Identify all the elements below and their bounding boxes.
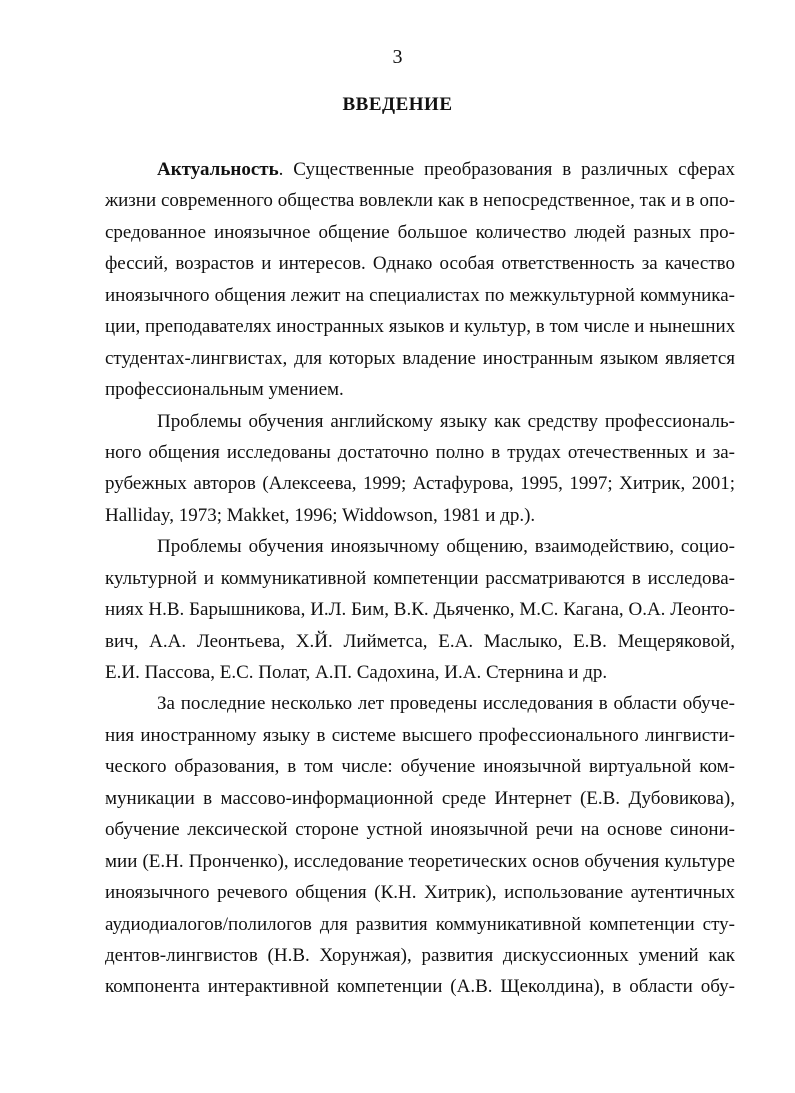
paragraph-line: средованное иноязычное общение большое количество людей разных про- [105, 221, 735, 243]
paragraph-line: ниях Н.В. Барышникова, И.Л. Бим, В.К. Дьяченко, М.С. Кагана, О.А. Леонто- [105, 599, 735, 621]
paragraph-line: ния иностранному языку в системе высшего профессионального лингвисти- [105, 724, 735, 746]
paragraph-line: ции, преподавателях иностранных языков и культур, в том числе и нынешних [105, 316, 736, 338]
paragraph-line: жизни современного общества вовлекли как в непосредственное, так и в опо- [105, 190, 735, 212]
page-number: 3 [392, 46, 403, 68]
paragraph-line: компонента интерактивной компетенции (А.В. Щеколдина), в области обу- [105, 976, 735, 998]
paragraph-line: студентах-лингвистах, для которых владение иностранным языком является [105, 347, 735, 369]
paragraph-line: дентов-лингвистов (Н.В. Хорунжая), развития дискуссионных умений как [105, 944, 735, 966]
paragraph-line: Е.И. Пассова, Е.С. Полат, А.П. Садохина, И.А. Стернина и др. [105, 662, 608, 683]
paragraph-line: иноязычного общения лежит на специалистах по межкультурной коммуника- [105, 284, 735, 306]
paragraph-line: обучение лексической стороне устной иноязычной речи на основе синони- [105, 819, 735, 841]
paragraph-line: культурной и коммуникативной компетенции рассматриваются в исследова- [105, 567, 735, 589]
paragraph-line: фессий, возрастов и интересов. Однако особая ответственность за качество [105, 253, 735, 275]
paragraph-line: аудиодиалогов/полилогов для развития коммуникативной компетенции сту- [105, 913, 735, 935]
paragraph-line: муникации в массово-информационной среде Интернет (Е.В. Дубовикова), [105, 787, 735, 809]
paragraph-line: ческого образования, в том числе: обучение иноязычной виртуальной ком- [105, 756, 735, 778]
paragraph-line: Проблемы обучения английскому языку как средству профессиональ- [157, 410, 735, 432]
paragraph-line: Проблемы обучения иноязычному общению, взаимодействию, социо- [157, 536, 735, 558]
section-heading: ВВЕДЕНИЕ [342, 94, 453, 115]
paragraph-line: Актуальность. Существенные преобразования в различных сферах [157, 159, 735, 180]
paragraph-line: вич, А.А. Леонтьева, Х.Й. Лийметса, Е.А. Маслыко, Е.В. Мещеряковой, [105, 630, 735, 652]
body-text [105, 154, 735, 1003]
paragraph-line: Halliday, 1973; Makket, 1996; Widdowson, 1981 и др.). [105, 504, 536, 526]
keyword-actuality: Актуальность [157, 159, 279, 180]
paragraph-line: рубежных авторов (Алексеева, 1999; Астафурова, 1995, 1997; Хитрик, 2001; [105, 473, 735, 495]
paragraph-line: мии (Е.Н. Пронченко), исследование теоретических основ обучения культуре [105, 850, 735, 872]
paragraph-line: профессиональным умением. [105, 379, 344, 401]
paragraph-line: ного общения исследованы достаточно полно в трудах отечественных и за- [105, 441, 735, 463]
paragraph-line: За последние несколько лет проведены исследования в области обуче- [157, 693, 735, 715]
paragraph-line: иноязычного речевого общения (К.Н. Хитрик), использование аутентичных [105, 882, 735, 904]
